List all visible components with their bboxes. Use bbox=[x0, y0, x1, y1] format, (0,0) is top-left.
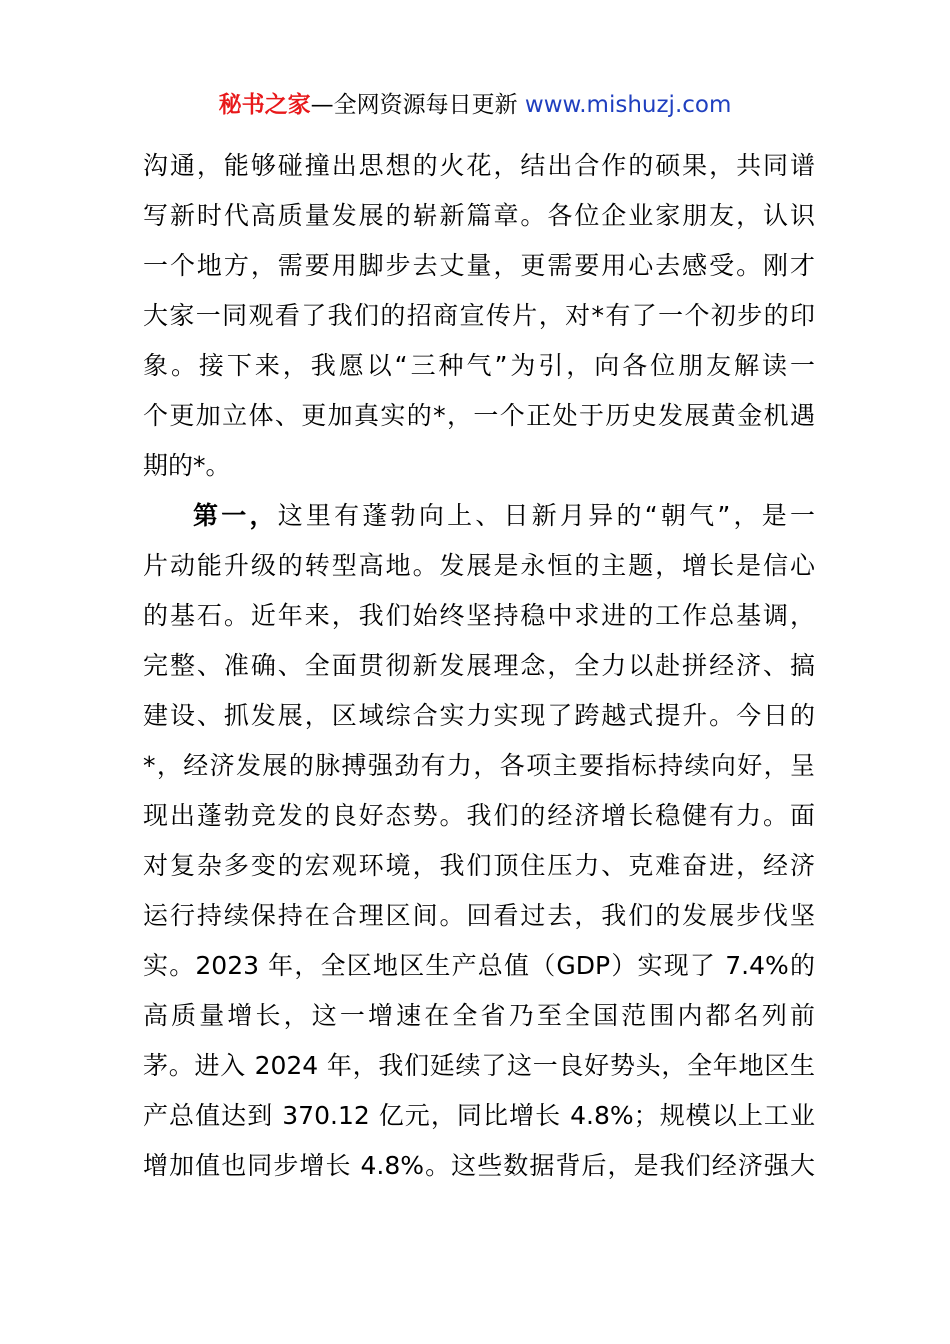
site-url-link[interactable]: www.mishuzj.com bbox=[524, 92, 732, 118]
paragraph-2-line: 建设、抓发展，区域综合实力实现了跨越式提升。今日的 bbox=[143, 701, 815, 730]
header-tagline: —全网资源每日更新 bbox=[310, 92, 525, 118]
brand-name: 秘书之家 bbox=[218, 92, 311, 118]
paragraph-2-line: 完整、准确、全面贯彻新发展理念，全力以赴拼经济、搞 bbox=[143, 651, 815, 680]
page-header bbox=[0, 88, 950, 122]
paragraph-1-line: 大家一同观看了我们的招商宣传片，对*有了一个初步的印 bbox=[143, 301, 815, 330]
document-body bbox=[143, 141, 815, 1191]
paragraph-1-line: 个更加立体、更加真实的*，一个正处于历史发展黄金机遇 bbox=[143, 401, 815, 430]
paragraph-1-line: 沟通，能够碰撞出思想的火花，结出合作的硕果，共同谱 bbox=[143, 151, 815, 180]
paragraph-2-line: 片动能升级的转型高地。发展是永恒的主题，增长是信心 bbox=[143, 551, 815, 580]
paragraph-2-line: 对复杂多变的宏观环境，我们顶住压力、克难奋进，经济 bbox=[143, 851, 815, 880]
section-lead: 第一， bbox=[193, 501, 278, 530]
paragraph-2-line: 产总值达到 370.12 亿元，同比增长 4.8%；规模以上工业 bbox=[143, 1101, 815, 1130]
paragraph-1-line: 象。接下来，我愿以“三种气”为引，向各位朋友解读一 bbox=[143, 351, 815, 380]
paragraph-1-line: 一个地方，需要用脚步去丈量，更需要用心去感受。刚才 bbox=[143, 251, 815, 280]
paragraph-2-line: 实。2023 年，全区地区生产总值（GDP）实现了 7.4%的 bbox=[143, 951, 815, 980]
paragraph-2-first-line-text: 这里有蓬勃向上、日新月异的“朝气”，是一 bbox=[277, 501, 815, 530]
paragraph-2-first-line bbox=[143, 491, 815, 541]
paragraph-2-line: 现出蓬勃竞发的良好态势。我们的经济增长稳健有力。面 bbox=[143, 801, 815, 830]
paragraph-2-line: 高质量增长，这一增速在全省乃至全国范围内都名列前 bbox=[143, 1001, 815, 1030]
paragraph-1-line: 写新时代高质量发展的崭新篇章。各位企业家朋友，认识 bbox=[143, 201, 815, 230]
paragraph-2-line: 的基石。近年来，我们始终坚持稳中求进的工作总基调， bbox=[143, 601, 815, 630]
paragraph-1-line: 期的*。 bbox=[143, 451, 231, 480]
paragraph-2-line: *，经济发展的脉搏强劲有力，各项主要指标持续向好，呈 bbox=[143, 751, 815, 780]
paragraph-2-line: 增加值也同步增长 4.8%。这些数据背后，是我们经济强大 bbox=[143, 1151, 815, 1180]
paragraph-2-line: 运行持续保持在合理区间。回看过去，我们的发展步伐坚 bbox=[143, 901, 815, 930]
paragraph-2-line: 茅。进入 2024 年，我们延续了这一良好势头，全年地区生 bbox=[143, 1051, 815, 1080]
